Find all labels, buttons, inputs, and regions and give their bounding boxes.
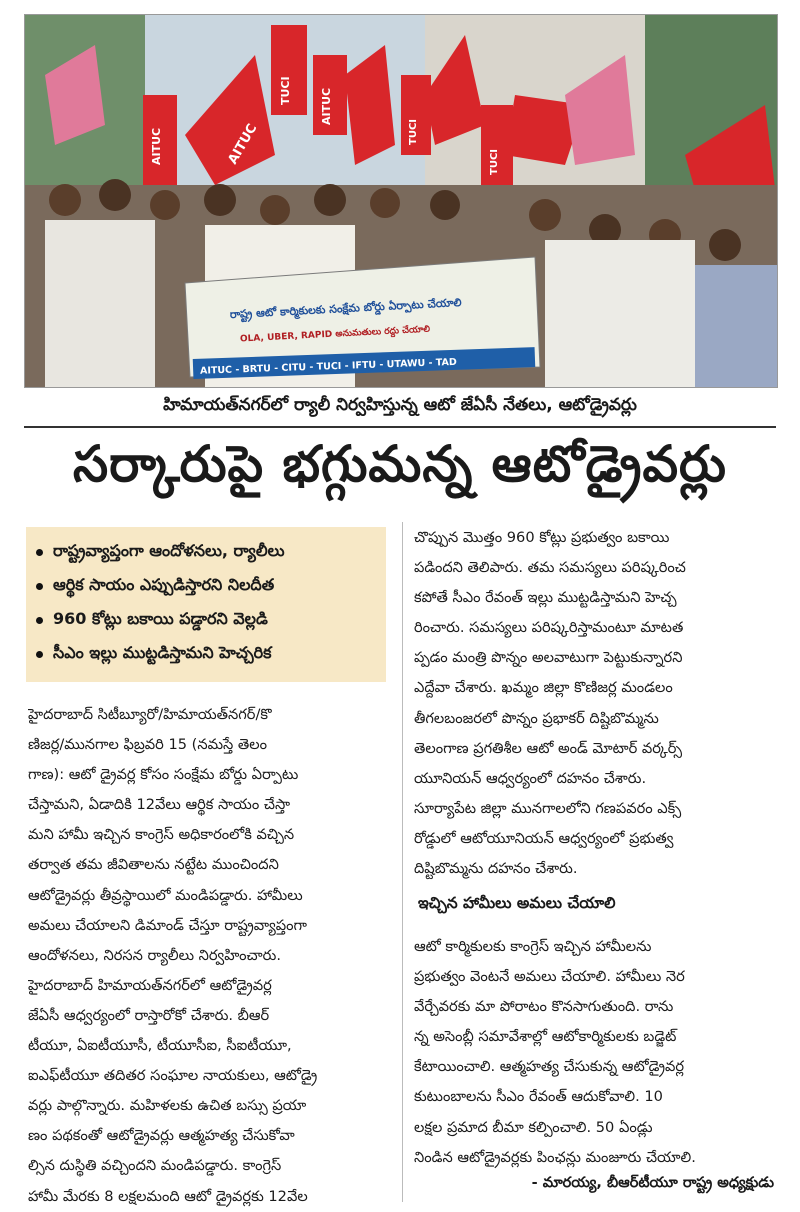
head (529, 199, 561, 231)
article-line: న్న అసెంబ్లీ సమావేశాల్లో ఆటోకార్మికులకు బడ్జెట్ (414, 1028, 677, 1046)
flag-label: AITUC (225, 121, 261, 167)
rally-photo-illustration (25, 15, 777, 387)
article-column-left (28, 700, 390, 1212)
bullet-icon (36, 617, 43, 624)
article-line: కేటాయించాలి. ఆత్మహత్య చేసుకున్న ఆటోడ్రైవర్ల (414, 1058, 684, 1076)
article-line: ప్రభుత్వం వెంటనే అమలు చేయాలి. హామీలు నెర (414, 968, 685, 986)
head (150, 190, 180, 220)
bullet-icon (36, 651, 43, 658)
photo-caption: హిమాయత్‌నగర్‌లో ర్యాలీ నిర్వహిస్తున్న ఆటో జేఏసీ నేతలు, ఆటోడ్రైవర్లు (163, 395, 637, 415)
highlight-item (36, 603, 376, 637)
article-line: ఐఎఫ్‌టీయూ తదితర సంఘాల నాయకులు, ఆటోడ్రై (28, 1067, 318, 1085)
article-line: రోడ్డులో ఆటోయూనియన్ ఆధ్వర్యంలో ప్రభుత్వ (414, 829, 674, 847)
column-divider (402, 522, 403, 1202)
flag-label: TUCI (279, 76, 292, 105)
headline: సర్కారుపై భగ్గుమన్న ఆటోడ్రైవర్లు (73, 434, 727, 493)
article-line: ఎద్దేవా చేశారు. ఖమ్మం జిల్లా కొణిజర్ల మండలం (414, 679, 673, 697)
article-line: మని హామీ ఇచ్చిన కాంగ్రెస్ అధికారంలోకి వచ్చిన (28, 826, 295, 844)
banner-line2: OLA, UBER, RAPID అనుమతులు రద్దు చేయాలి (239, 324, 431, 345)
news-photo (24, 14, 778, 388)
article-line: గాణ): ఆటో డ్రైవర్ల కోసం సంక్షేమ బోర్డు ఏర్పాటు (28, 766, 299, 784)
article-line: అమలు చేయాలని డిమాండ్ చేస్తూ రాష్ట్రవ్యాప్తంగా (28, 916, 307, 934)
article-line: తీగలబంజరలో పొన్నం ప్రభాకర్ దిష్టిబొమ్మను (414, 709, 659, 727)
article-column-right-quote (414, 932, 776, 1173)
article-line: ఆటో కార్మికులకు కాంగ్రెస్ ఇచ్చిన హామీలను (414, 938, 652, 955)
flag-label: TUCI (489, 148, 500, 175)
article-line: హైదరాబాద్ హిమాయత్‌నగర్‌లో ఆటోడ్రైవర్ల (28, 976, 272, 994)
highlight-item (36, 535, 376, 569)
article-line: దిష్టిబొమ్మను దహనం చేశారు. (414, 860, 578, 878)
article-line: జేఏసీ ఆధ్వర్యంలో రాస్తారోకో చేశారు. బీఆర్ (28, 1006, 270, 1024)
article-line: ఆందోళనలు, నిరసన ర్యాలీలు నిర్వహించారు. (28, 946, 281, 964)
article-line: కుటుంబాలను సీఎం రేవంత్ ఆదుకోవాలి. 10 (414, 1088, 663, 1106)
article-line: వర్లు పాల్గొన్నారు. మహిళలకు ఉచిత బస్సు ప్రయా (28, 1097, 307, 1115)
article-line: టీయూ, ఏఐటీయూసీ, టీయూసీఐ, సీఐటీయూ, (28, 1037, 292, 1055)
article-line: ణం పథకంతో ఆటోడ్రైవర్లు ఆత్మహత్య చేసుకోవా (28, 1127, 295, 1145)
article-line: నిండిన ఆటోడ్రైవర్లకు పింఛన్లు మంజూరు చేయాలి. (414, 1148, 696, 1166)
head (314, 184, 346, 216)
article-line: ణిజర్ల/మునగాల ఫిబ్రవరి 15 (నమస్తే తెలం (28, 736, 268, 754)
article-line: వేర్చేవరకు మా పోరాటం కొనసాగుతుంది. రాను (414, 998, 674, 1016)
shirt (695, 265, 777, 387)
head (260, 195, 290, 225)
shirt (45, 220, 155, 387)
article-line: ఆటోడ్రైవర్లు తీవ్రస్థాయిలో మండిపడ్డారు. హామీలు (28, 886, 303, 904)
head (709, 229, 741, 261)
subheading: ఇచ్చిన హామీలు అమలు చేయాలి (418, 894, 616, 912)
highlight-item (36, 637, 376, 671)
highlight-text: 960 కోట్లు బకాయి పడ్డారని వెల్లడి (53, 608, 268, 628)
article-line: పడిందని తెలిపారు. తమ సమస్యలు పరిష్కరించ (414, 559, 686, 577)
head (49, 184, 81, 216)
article-line: చొప్పున మొత్తం 960 కోట్లు ప్రభుత్వం బకాయి (414, 529, 670, 546)
shirt (545, 240, 695, 387)
head (430, 190, 460, 220)
quote-byline: - మారయ్య, బీఆర్‌టీయూ రాష్ట్ర అధ్యక్షుడు (531, 1175, 774, 1191)
head (99, 179, 131, 211)
article-line: తెలంగాణ ప్రగతిశీల ఆటో అండ్ మోటార్ వర్కర్స్ (414, 739, 683, 757)
article-line: హామీ మేరకు 8 లక్షలమంది ఆటో డ్రైవర్లకు 12వేల (28, 1187, 308, 1205)
article-column-right (414, 523, 776, 884)
head (204, 184, 236, 216)
article-line: లక్షల ప్రమాద బీమా కల్పించాలి. 50 ఏండ్లు (414, 1118, 653, 1136)
divider (24, 426, 776, 428)
head (370, 188, 400, 218)
flag-label: AITUC (150, 127, 163, 165)
article-line: చేస్తామని, ఏడాదికి 12వేలు ఆర్థిక సాయం చేస్తా (28, 796, 290, 814)
highlight-text: సీఎం ఇల్లు ముట్టడిస్తామని హెచ్చరిక (53, 642, 272, 662)
highlight-text: ఆర్థిక సాయం ఎప్పుడిస్తారని నిలదీత (53, 574, 275, 594)
article-line: హైదరాబాద్ సిటీబ్యూరో/హిమాయత్‌నగర్/కొ (28, 706, 272, 723)
banner-line1: రాష్ట్ర ఆటో కార్మికులకు సంక్షేమ బోర్డు ఏర్పాటు చేయాలి (229, 295, 462, 322)
article-line: సూర్యాపేట జిల్లా మునగాలలోని గణపవరం ఎక్స్ (414, 799, 682, 817)
bullet-icon (36, 583, 43, 590)
bullet-icon (36, 549, 43, 556)
article-line: యూనియన్ ఆధ్వర్యంలో దహనం చేశారు. (414, 769, 647, 787)
highlight-text: రాష్ట్రవ్యాప్తంగా ఆందోళనలు, ర్యాలీలు (53, 540, 285, 560)
banner-footer: AITUC - BRTU - CITU - TUCI - IFTU - UTAWU - TAD (199, 356, 457, 377)
flag-label: AITUC (320, 87, 333, 125)
article-line: కపోతే సీఎం రేవంత్ ఇల్లు ముట్టడిస్తామని హెచ్చ (414, 589, 677, 607)
article-line: రించారు. సమస్యలు పరిష్కరిస్తామంటూ మాటత (414, 619, 684, 637)
article-line: ల్సిన దుస్థితి వచ్చిందని మండిపడ్డారు. కాంగ్రెస్ (28, 1157, 282, 1175)
article-line: తర్వాత తమ జీవితాలను నట్టేట ముంచిందని (28, 856, 279, 874)
highlights-box (26, 527, 386, 682)
article-line: ప్పడం మంత్రి పొన్నం అలవాటుగా పెట్టుకున్నారని (414, 649, 683, 667)
flag-label: TUCI (408, 118, 419, 145)
highlight-item (36, 569, 376, 603)
